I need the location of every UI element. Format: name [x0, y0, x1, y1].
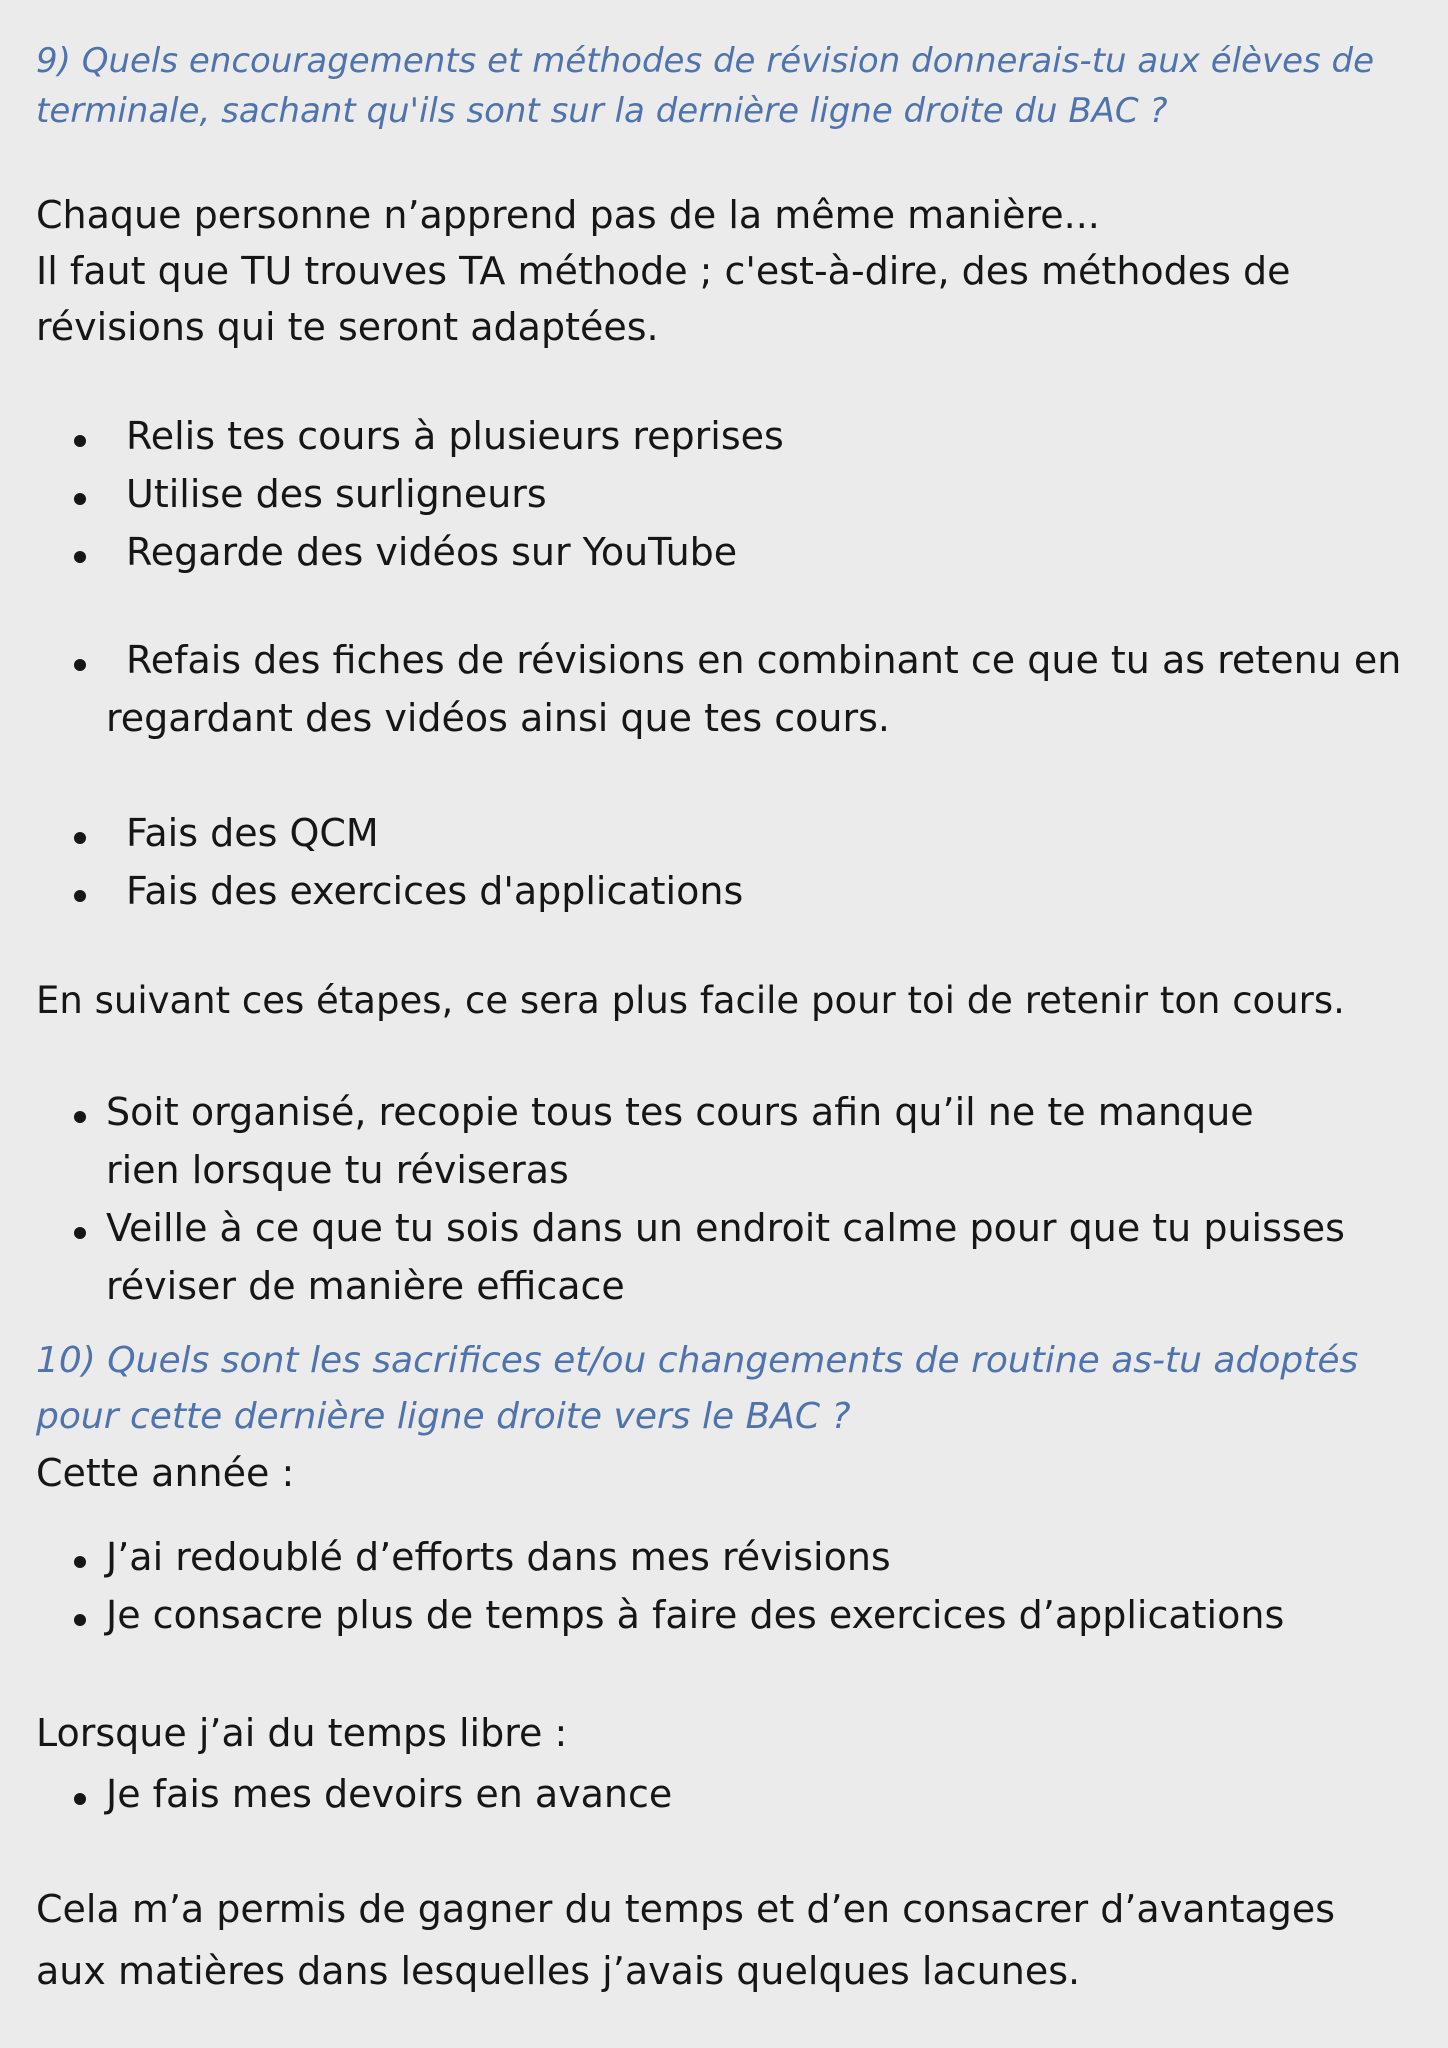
- bullet-icon: [74, 435, 86, 447]
- bullet-icon: [74, 551, 86, 563]
- list-item: Relis tes cours à plusieurs reprises: [0, 407, 1420, 465]
- question-10: 10) Quels sont les sacrifices et/ou changements de routine as-tu adoptés pour cette dernière ligne droite vers le BAC ?: [36, 1340, 1359, 1437]
- list-item: Fais des QCM: [0, 804, 1420, 862]
- list-item: Refais des fiches de révisions en combinant ce que tu as retenu en regardant des vidéos ainsi que tes cours.: [0, 631, 1420, 747]
- tips-list-c: [0, 804, 1420, 920]
- tips-list-d: [0, 1083, 1420, 1315]
- bullet-icon: [74, 1614, 86, 1626]
- list-item: Veille à ce que tu sois dans un endroit calme pour que tu puisses réviser de manière efficace: [0, 1199, 1426, 1315]
- changes-list: [0, 1528, 1420, 1644]
- question-9: 9) Quels encouragements et méthodes de révision donnerais-tu aux élèves de terminale, sachant qu'ils sont sur la dernière ligne droite du BAC ?: [36, 41, 1375, 131]
- bullet-icon: [74, 1793, 86, 1805]
- answer-9-middle: En suivant ces étapes, ce sera plus facile pour toi de retenir ton cours.: [36, 979, 1345, 1022]
- answer-10-year-label: Cette année :: [36, 1451, 295, 1495]
- list-item: Je fais mes devoirs en avance: [0, 1765, 1420, 1823]
- answer-9-intro-line-1: Chaque personne n’apprend pas de la même manière...: [36, 193, 1100, 237]
- bullet-icon: [74, 1111, 86, 1123]
- list-item: J’ai redoublé d’efforts dans mes révisions: [0, 1528, 1420, 1586]
- bullet-icon: [74, 1227, 86, 1239]
- tips-list-a: [0, 407, 1420, 581]
- list-item: Fais des exercices d'applications: [0, 862, 1420, 920]
- bullet-icon: [74, 832, 86, 844]
- bullet-icon: [74, 890, 86, 902]
- answer-10-free-time-label: Lorsque j’ai du temps libre :: [36, 1711, 568, 1755]
- bullet-icon: [74, 493, 86, 505]
- list-item: Soit organisé, recopie tous tes cours afin qu’il ne te manque rien lorsque tu réviseras: [0, 1083, 1326, 1199]
- free-time-list: [0, 1765, 1420, 1823]
- answer-9-intro-line-2: Il faut que TU trouves TA méthode ; c'est-à-dire, des méthodes de révisions qui te seront adaptées.: [36, 249, 1291, 349]
- bullet-icon: [74, 1556, 86, 1568]
- list-item: Regarde des vidéos sur YouTube: [0, 523, 1420, 581]
- list-item: Je consacre plus de temps à faire des exercices d’applications: [0, 1586, 1420, 1644]
- answer-10-conclusion: Cela m’a permis de gagner du temps et d’en consacrer d’avantages aux matières dans lesquelles j’avais quelques lacunes.: [36, 1887, 1336, 1993]
- list-item: Utilise des surligneurs: [0, 465, 1420, 523]
- bullet-icon: [74, 659, 86, 671]
- tips-list-b: [0, 631, 1420, 747]
